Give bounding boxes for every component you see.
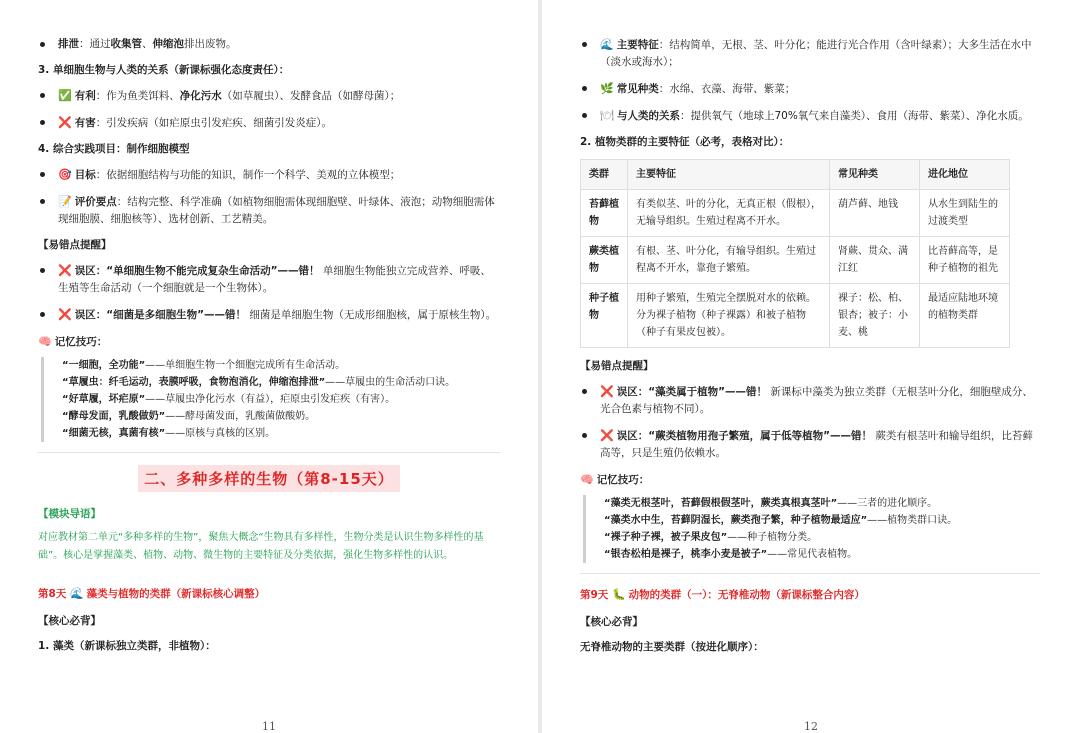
memory-phrase: “藻类无根茎叶，苔藓假根假茎叶，蕨类真根真茎叶” — [604, 498, 838, 509]
heading-project: 4. 综合实践项目：制作细胞模型 — [38, 143, 190, 155]
memory-title-text: 记忆技巧： — [54, 336, 108, 348]
cross-icon: ❌ — [58, 308, 72, 321]
plant-groups-table — [580, 159, 1010, 348]
memory-title-text: 记忆技巧： — [596, 474, 650, 486]
memory-phrase: “银杏松柏是裸子，桃李小麦是被子” — [604, 549, 768, 560]
bullet-label: 有害 — [74, 117, 96, 129]
table-cell: 肾蕨、贯众、满江红 — [830, 237, 920, 284]
table-cell: 蕨类植物 — [581, 237, 628, 284]
table-cell: 最适应陆地环境的植物类群 — [920, 284, 1010, 348]
table-cell: 从水生到陆生的过渡类型 — [920, 190, 1010, 237]
worm-icon: 🐛 — [611, 588, 626, 601]
divider — [580, 573, 1040, 574]
bullet-label: 误区：“蕨类植物用孢子繁殖，属于低等植物”——错！ — [616, 430, 873, 442]
memory-phrase: “藻类水中生，苔藓阴湿长，蕨类孢子繁，种子植物最适应” — [604, 515, 868, 526]
bullet-text: （如草履虫）、发酵食品（如酵母菌）； — [221, 90, 401, 102]
section-title-wrap — [38, 465, 500, 492]
guide-text: 对应教材第二单元“多种多样的生物”，聚焦大概念“生物具有多样性，生物分类是认识生物多样性的基础”。核心是掌握藻类、植物、动物、微生物的主要特征及分类依据，强化生物多样性的认识。 — [38, 532, 484, 561]
day-8-title — [38, 585, 500, 603]
memory-explain: ——三者的进化顺序。 — [837, 498, 938, 509]
bullet-benefit — [38, 87, 500, 105]
bullet-text: 细菌是单细胞生物（无成形细胞核，属于原核生物）。 — [249, 309, 497, 321]
bullet-text: ：引发疾病（如疟原虫引发疟疾、细菌引发炎症）。 — [95, 117, 332, 129]
memory-line — [604, 546, 1040, 563]
bullet-label: 与人类的关系 — [616, 110, 680, 122]
memory-explain: ——常见代表植物。 — [767, 549, 858, 560]
wave-icon: 🌊 — [600, 38, 614, 51]
bullet-common-species — [580, 80, 1040, 98]
memory-quote — [41, 357, 500, 442]
bullet-mistake-2 — [580, 427, 1040, 462]
table-cell: 苔藓植物 — [581, 190, 628, 237]
check-icon: ✅ — [58, 89, 72, 102]
memory-phrase: “细菌无核，真菌有核” — [62, 428, 166, 439]
memory-explain: ——植物类群口诀。 — [867, 515, 958, 526]
memory-line — [62, 391, 500, 408]
target-icon: 🎯 — [58, 168, 72, 181]
bold-term: 收集管 — [110, 38, 142, 50]
bullet-label: 常见种类 — [616, 83, 659, 95]
mistakes-tag: 【易错点提醒】 — [38, 239, 112, 251]
table-header: 进化地位 — [920, 160, 1010, 190]
bullet-text: ：提供氧气（地球上70%氧气来自藻类）、食用（海带、紫菜）、净化水质。 — [679, 110, 1029, 122]
table-cell: 比苔藓高等，是种子植物的祖先 — [920, 237, 1010, 284]
heading-invertebrates: 无脊椎动物的主要类群（按进化顺序）： — [580, 641, 764, 653]
day-number: 第8天 — [38, 588, 67, 600]
memory-line — [604, 495, 1040, 512]
bullet-text: ：结构简单，无根、茎、叶分化；能进行光合作用（含叶绿素）；大多生活在水中（淡水或海水）； — [600, 39, 1032, 68]
bullet-label: 误区：“单细胞生物不能完成复杂生命活动”——错！ — [74, 265, 320, 277]
memory-quote — [583, 495, 1040, 563]
bullet-text: 单细胞生物能独立完成营养、呼吸、生殖等生命活动（一个细胞就是一个生物体）。 — [58, 265, 491, 294]
bold-term: 净化污水 — [179, 90, 222, 102]
table-row — [581, 190, 1010, 237]
table-cell: 葫芦藓、地钱 — [830, 190, 920, 237]
day-topic: 动物的类群（一）：无脊椎动物（新课标整合内容） — [628, 589, 865, 601]
bullet-label: 评价要点 — [74, 196, 117, 208]
memory-line — [62, 357, 500, 374]
bullet-human-relation — [580, 107, 1040, 125]
bullet-label: 误区：“藻类属于植物”——错！ — [616, 386, 768, 398]
guide-label: 【模块导语】 — [38, 508, 101, 520]
bullet-excretion — [38, 36, 500, 53]
core-tag: 【核心必背】 — [38, 615, 101, 627]
leaf-icon: 🌿 — [600, 82, 614, 95]
bullet-text: ：结构完整、科学准确（如植物细胞需体现细胞壁、叶绿体、液泡；动物细胞需体现细胞膜、细胞核等）、选材创新、工艺精美。 — [58, 196, 495, 225]
table-header: 类群 — [581, 160, 628, 190]
memory-explain: ——草履虫的生命活动口诀。 — [325, 377, 456, 388]
core-tag: 【核心必背】 — [580, 616, 643, 628]
bullet-text: ：水绵、衣藻、海带、紫菜； — [658, 83, 796, 95]
brain-icon: 🧠 — [580, 473, 594, 486]
bullet-label: 主要特征 — [616, 39, 659, 51]
memory-phrase: “好草履，坏疟原” — [62, 394, 146, 405]
page-right — [542, 0, 1080, 733]
bold-term: 伸缩泡 — [152, 38, 184, 50]
memory-phrase: “草履虫：纤毛运动，表膜呼吸，食物泡消化，伸缩泡排泄” — [62, 377, 326, 388]
mistakes-tag: 【易错点提醒】 — [580, 360, 654, 372]
bullet-text: ：作为鱼类饵料、 — [95, 90, 180, 102]
bullet-mistake-2 — [38, 306, 500, 324]
memory-line — [604, 512, 1040, 529]
bullet-text: 、 — [142, 38, 153, 50]
memory-explain: ——种子植物分类。 — [727, 532, 818, 543]
brain-icon: 🧠 — [38, 335, 52, 348]
memory-explain: ——单细胞生物一个细胞完成所有生命活动。 — [145, 360, 346, 371]
bullet-eval — [38, 193, 500, 228]
day-9-title — [580, 586, 1040, 604]
bullet-main-feature — [580, 36, 1040, 71]
plate-icon: 🍽 — [600, 109, 614, 122]
bullet-label: 误区：“细菌是多细胞生物”——错！ — [74, 309, 247, 321]
memory-phrase: “裸子种子裸，被子果皮包” — [604, 532, 728, 543]
bullet-harm — [38, 114, 500, 132]
heading-relation: 3. 单细胞生物与人类的关系（新课标强化态度责任）： — [38, 64, 290, 76]
memory-title — [38, 333, 500, 351]
table-header: 常见种类 — [830, 160, 920, 190]
memory-line — [62, 425, 500, 442]
bullet-text: ：依据细胞结构与功能的知识，制作一个科学、美观的立体模型； — [95, 169, 401, 181]
table-cell: 用种子繁殖，生殖完全摆脱对水的依赖。分为裸子植物（种子裸露）和被子植物（种子有果皮包被）。 — [628, 284, 830, 348]
page-number: 11 — [262, 720, 276, 733]
memory-line — [62, 408, 500, 425]
table-cell: 有类似茎、叶的分化，无真正根（假根），无输导组织。生殖过程离不开水。 — [628, 190, 830, 237]
bullet-mistake-1 — [38, 262, 500, 297]
bullet-mistake-1 — [580, 383, 1040, 418]
heading-algae: 1. 藻类（新课标独立类群，非植物）： — [38, 640, 216, 652]
table-header: 主要特征 — [628, 160, 830, 190]
cross-icon: ❌ — [600, 385, 614, 398]
memory-explain: ——原核与真核的区别。 — [165, 428, 276, 439]
page-number: 12 — [804, 720, 818, 733]
bullet-text: 新课标中藻类为独立类群（无根茎叶分化，细胞壁成分、光合色素与植物不同）。 — [600, 386, 1033, 415]
memory-explain: ——酵母菌发面，乳酸菌做酸奶。 — [165, 411, 316, 422]
wave-icon: 🌊 — [69, 587, 84, 600]
cross-icon: ❌ — [58, 264, 72, 277]
bullet-text: 排出废物。 — [184, 38, 237, 50]
table-cell: 有根、茎、叶分化，有输导组织。生殖过程离不开水，靠孢子繁殖。 — [628, 237, 830, 284]
day-topic: 藻类与植物的类群（新课标核心调整） — [86, 588, 266, 600]
bullet-text: 蕨类有根茎叶和输导组织，比苔藓高等，只是生殖仍依赖水。 — [600, 430, 1033, 459]
day-number: 第9天 — [580, 589, 609, 601]
bullet-text: ：通过 — [79, 38, 111, 50]
bullet-goal — [38, 166, 500, 184]
memory-phrase: “一细胞，全功能” — [62, 360, 146, 371]
memory-explain: ——草履虫净化污水（有益），疟原虫引发疟疾（有害）。 — [145, 394, 396, 405]
memory-phrase: “酵母发面，乳酸做奶” — [62, 411, 166, 422]
memory-line — [604, 529, 1040, 546]
heading-plant-groups: 2. 植物类群的主要特征（必考，表格对比）： — [580, 136, 790, 148]
page-left — [0, 0, 538, 733]
bullet-label: 目标 — [74, 169, 96, 181]
table-row — [581, 284, 1010, 348]
memo-icon: 📝 — [58, 195, 72, 208]
cross-icon: ❌ — [58, 116, 72, 129]
table-header-row — [581, 160, 1010, 190]
bullet-label: 排泄 — [58, 38, 79, 50]
table-row — [581, 237, 1010, 284]
section-title: 二、多种多样的生物（第8-15天） — [138, 465, 400, 492]
divider — [38, 452, 500, 453]
memory-title — [580, 471, 1040, 489]
cross-icon: ❌ — [600, 429, 614, 442]
table-cell: 种子植物 — [581, 284, 628, 348]
bullet-label: 有利 — [74, 90, 96, 102]
memory-line — [62, 374, 500, 391]
table-cell: 裸子：松、柏、银杏；被子：小麦、桃 — [830, 284, 920, 348]
